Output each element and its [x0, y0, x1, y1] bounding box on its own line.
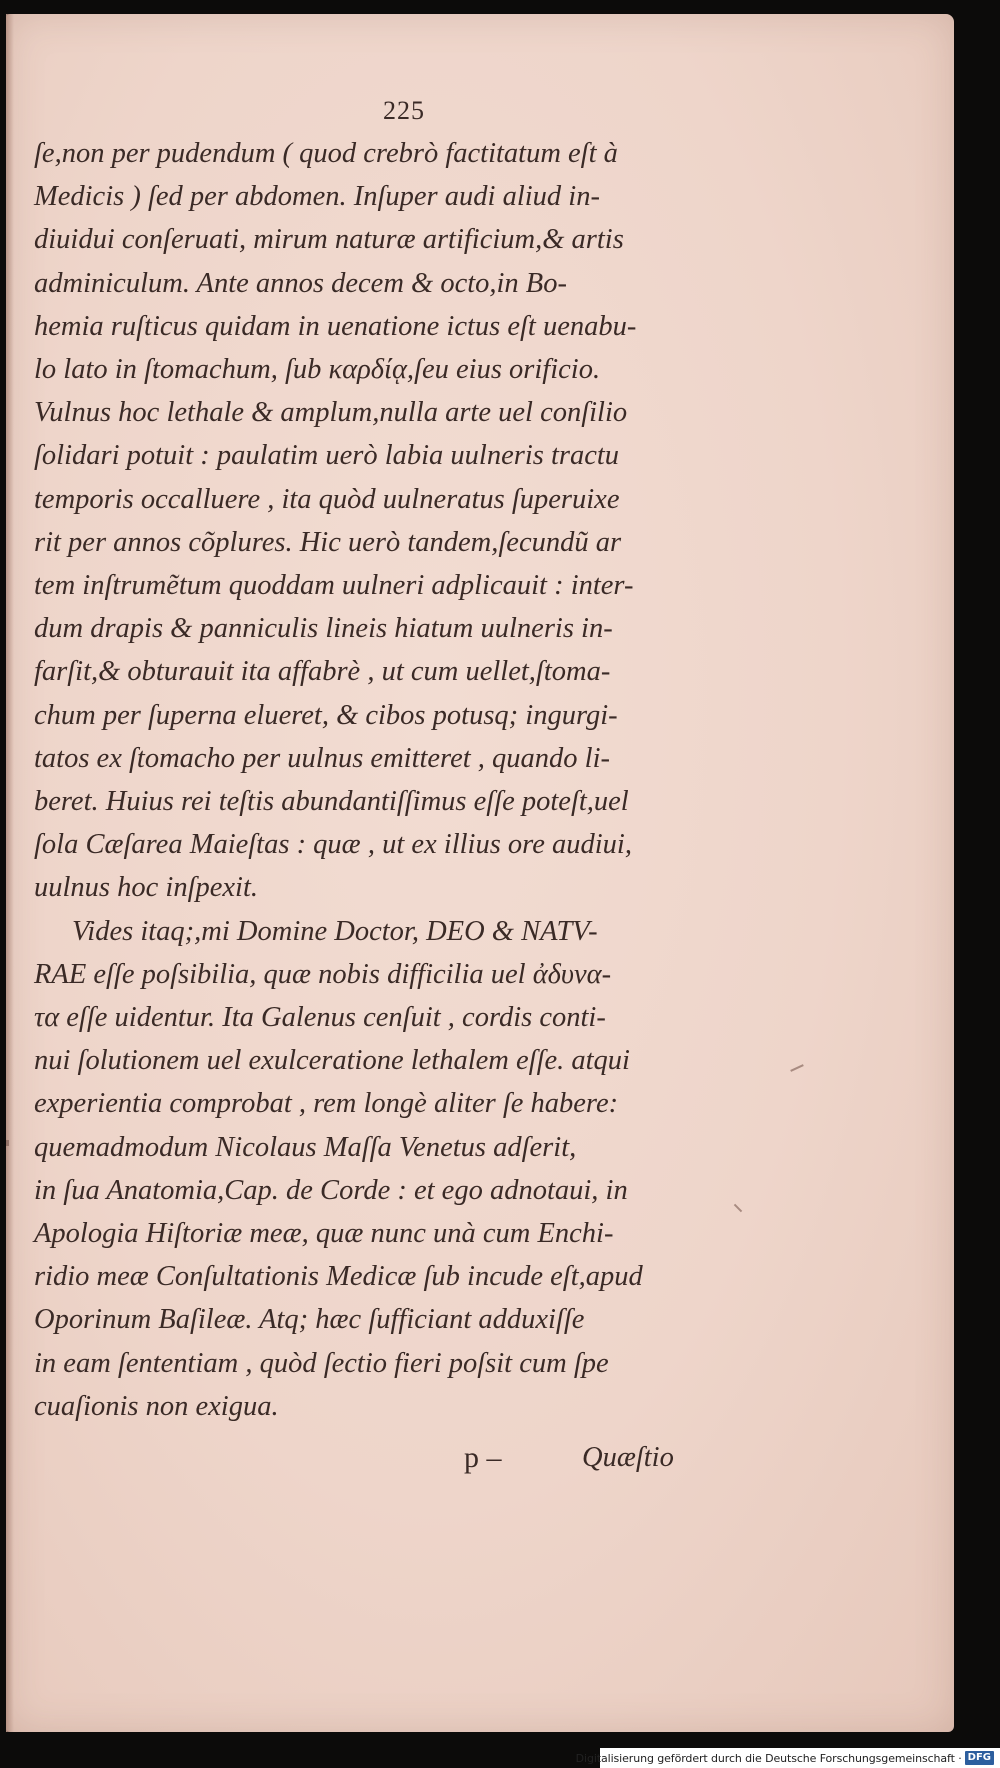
text-line: farſit,& obturauit ita affabrè , ut cum uellet,ſtoma- — [34, 656, 611, 688]
text-line: Apologia Hiſtoriæ meæ, quæ nunc unà cum Enchi- — [34, 1218, 614, 1250]
digitization-credit: Digitalisierung gefördert durch die Deutsche Forschungsgemeinschaft · — [575, 1751, 962, 1765]
text-line: rit per annos cõplures. Hic uerò tandem,ſecundũ ar — [34, 526, 622, 558]
text-line: RAE eſſe poſsibilia, quæ nobis difficilia uel ἀδυνα- — [34, 958, 612, 990]
text-line: uulnus hoc inſpexit. — [34, 872, 259, 904]
text-line: chum per ſuperna elueret, & cibos potusq; ingurgi- — [34, 699, 618, 731]
text-line: tatos ex ſtomacho per uulnus emitteret , quando li- — [34, 742, 610, 774]
text-line: experientia comprobat , rem longè aliter ſe habere: — [34, 1088, 619, 1120]
text-line: Vides itaq;,mi Domine Doctor, DEO & NATV- — [72, 915, 598, 947]
page-foot — [34, 1436, 714, 1479]
page-gutter-shadow — [6, 14, 14, 1732]
page-number: 225 — [383, 96, 425, 125]
text-line: dum drapis & panniculis lineis hiatum uulneris in- — [34, 613, 613, 645]
text-line: ſola Cæſarea Maieſtas : quæ , ut ex illius ore audiui, — [34, 829, 632, 861]
page-text — [34, 92, 714, 1479]
catchword: Quæſtio — [582, 1442, 674, 1474]
text-line: nui ſolutionem uel exulceratione lethalem eſſe. atqui — [34, 1045, 630, 1077]
text-line: ridio meæ Conſultationis Medicæ ſub incude eſt,apud — [34, 1261, 643, 1293]
text-line: diuidui conſeruati, mirum naturæ artificium,& artis — [34, 224, 624, 256]
text-line: ſolidari potuit : paulatim uerò labia uulneris tractu — [34, 440, 620, 472]
text-line: beret. Huius rei teſtis abundantiſſimus eſſe poteſt,uel — [34, 786, 629, 818]
text-line: Oporinum Baſileæ. Atq; hæc ſufficiant adduxiſſe — [34, 1304, 585, 1336]
text-line: Vulnus hoc lethale & amplum,nulla arte uel conſilio — [34, 397, 628, 429]
dfg-logo[interactable]: DFG — [965, 1751, 994, 1765]
text-line: hemia ruſticus quidam in uenatione ictus eſt uenabu- — [34, 310, 637, 342]
text-line: cuaſionis non exigua. — [34, 1390, 279, 1422]
text-line: in ſua Anatomia,Cap. de Corde : et ego adnotaui, in — [34, 1174, 628, 1206]
text-line: temporis occalluere , ita quòd uulneratus ſuperuixe — [34, 483, 620, 515]
text-line: τα eſſe uidentur. Ita Galenus cenſuit , cordis conti- — [34, 1002, 606, 1034]
text-line: tem inſtrumẽtum quoddam uulneri adplicauit : inter- — [34, 570, 634, 602]
text-line: lo lato in ſtomachum, ſub καρδίᾳ,ſeu eius orificio. — [34, 354, 601, 386]
text-line: in eam ſententiam , quòd ſectio fieri poſsit cum ſpe — [34, 1347, 609, 1379]
text-line: ſe,non per pudendum ( quod crebrò factitatum eſt à — [34, 138, 618, 169]
signature-mark: p – — [464, 1441, 502, 1475]
text-line: adminiculum. Ante annos decem & octo,in Bo- — [34, 267, 567, 299]
digitization-credit-bar — [575, 1748, 1000, 1768]
text-line: quemadmodum Nicolaus Maſſa Venetus adſerit, — [34, 1131, 577, 1163]
ink-speck — [6, 1140, 9, 1146]
text-line: Medicis ) ſed per abdomen. Inſuper audi aliud in- — [34, 181, 600, 213]
